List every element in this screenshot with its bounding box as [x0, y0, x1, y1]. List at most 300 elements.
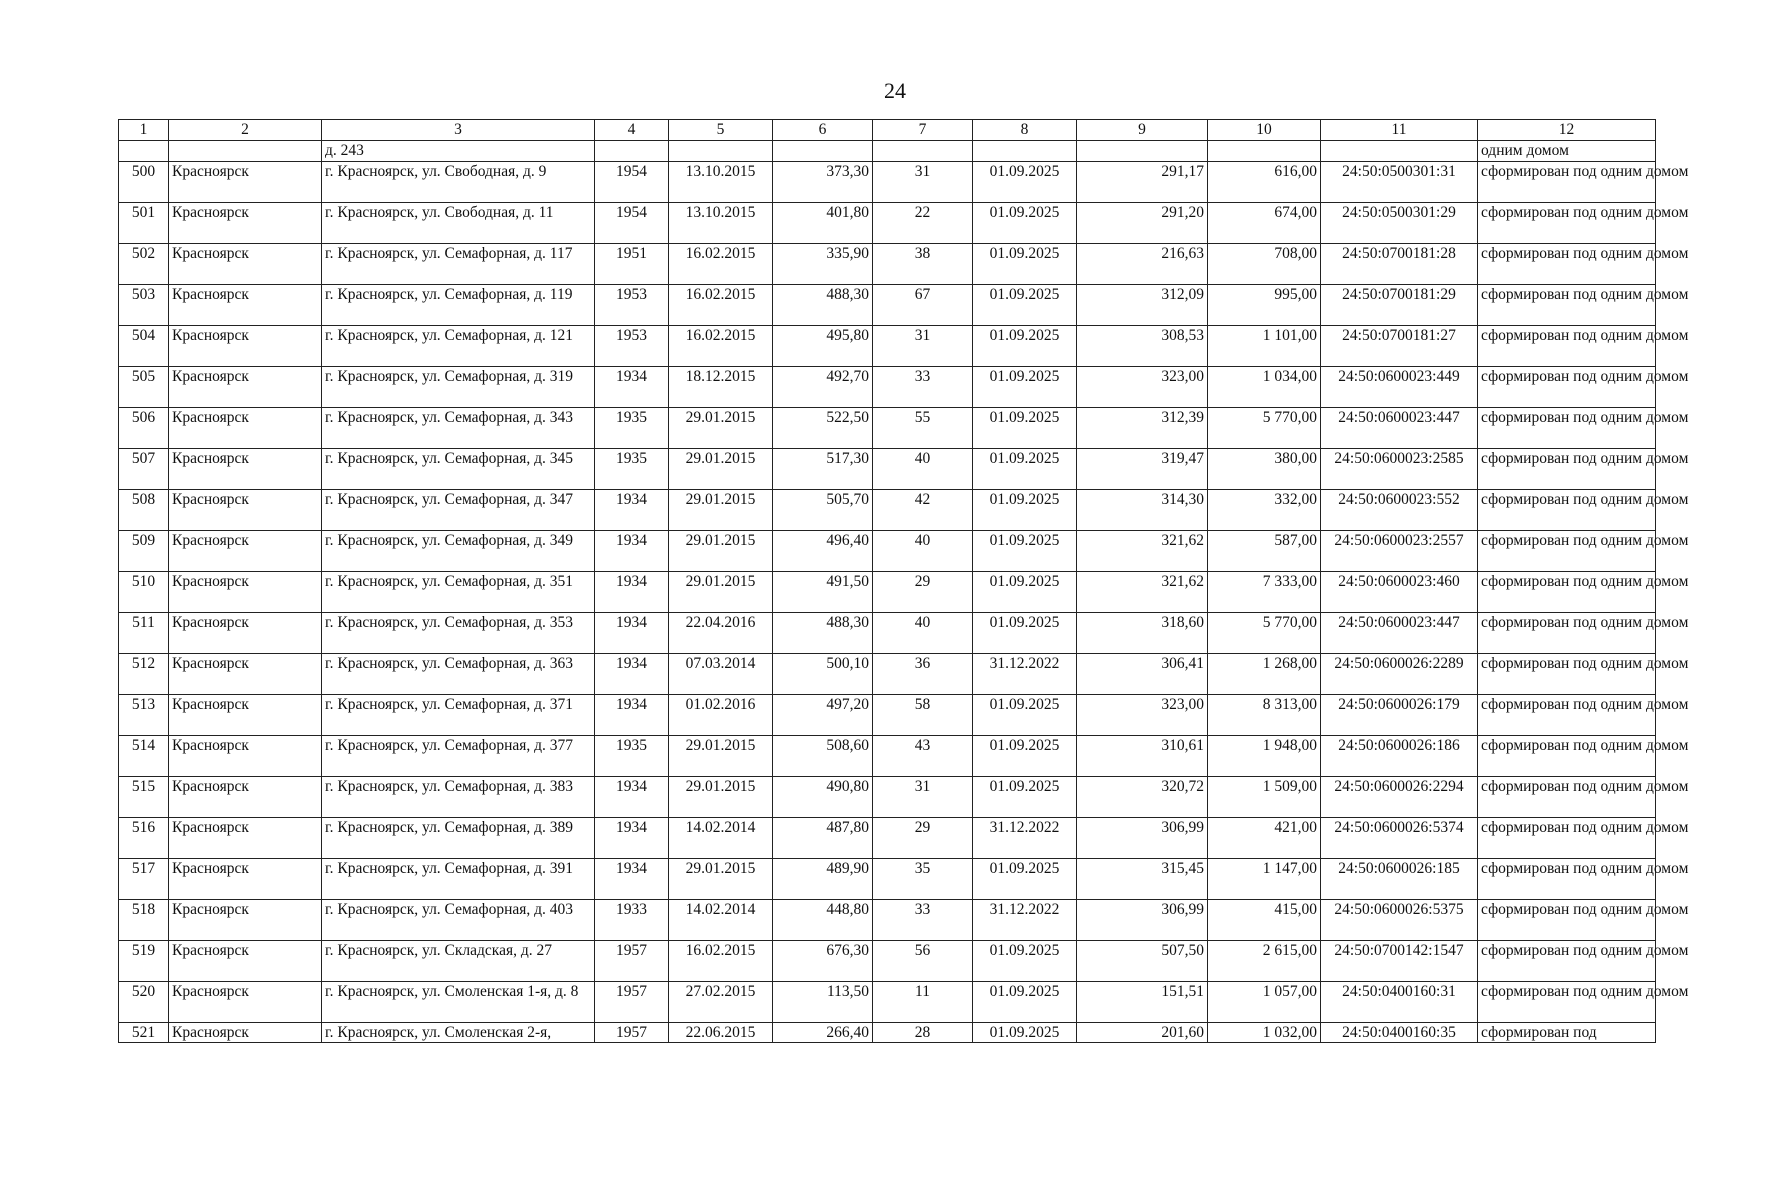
table-row	[119, 1023, 1656, 1043]
area-cell: 497,20	[773, 695, 873, 736]
status-cell: сформирован под одним домом	[1478, 941, 1656, 982]
value-cell: 507,50	[1077, 941, 1208, 982]
table-row	[119, 203, 1656, 244]
date-cell: 01.09.2025	[973, 695, 1077, 736]
continuation-row	[119, 141, 1656, 162]
address-cell: г. Красноярск, ул. Семафорная, д. 391	[322, 859, 595, 900]
area-cell: 487,80	[773, 818, 873, 859]
area-cell: 517,30	[773, 449, 873, 490]
date-cell: 01.09.2025	[973, 449, 1077, 490]
row-number-cell: 515	[119, 777, 169, 818]
value-cell: 291,20	[1077, 203, 1208, 244]
date-cell: 31.12.2022	[973, 818, 1077, 859]
year-cell: 1934	[595, 531, 669, 572]
year-cell: 1954	[595, 162, 669, 203]
date-cell: 31.12.2022	[973, 900, 1077, 941]
city-cell: Красноярск	[169, 777, 322, 818]
column-header: 12	[1478, 120, 1656, 141]
date-cell: 01.09.2025	[973, 490, 1077, 531]
date-cell: 01.02.2016	[669, 695, 773, 736]
city-cell: Красноярск	[169, 203, 322, 244]
address-cell: г. Красноярск, ул. Семафорная, д. 389	[322, 818, 595, 859]
count-cell: 58	[873, 695, 973, 736]
table-row	[119, 900, 1656, 941]
count-cell: 31	[873, 777, 973, 818]
area-cell: 496,40	[773, 531, 873, 572]
value-cell: 320,72	[1077, 777, 1208, 818]
value-cell: 319,47	[1077, 449, 1208, 490]
count-cell: 55	[873, 408, 973, 449]
area-cell: 488,30	[773, 285, 873, 326]
value-cell: 306,99	[1077, 818, 1208, 859]
city-cell: Красноярск	[169, 326, 322, 367]
city-cell: Красноярск	[169, 1023, 322, 1043]
date-cell: 29.01.2015	[669, 408, 773, 449]
count-cell: 40	[873, 613, 973, 654]
value-cell: 1 948,00	[1208, 736, 1321, 777]
cadastral-number-cell: 24:50:0600023:460	[1321, 572, 1478, 613]
area-cell: 491,50	[773, 572, 873, 613]
year-cell: 1934	[595, 777, 669, 818]
area-cell: 508,60	[773, 736, 873, 777]
address-cell: г. Красноярск, ул. Семафорная, д. 353	[322, 613, 595, 654]
value-cell: 291,17	[1077, 162, 1208, 203]
year-cell: 1934	[595, 367, 669, 408]
row-number-cell: 513	[119, 695, 169, 736]
value-cell: 312,09	[1077, 285, 1208, 326]
count-cell: 43	[873, 736, 973, 777]
value-cell: 310,61	[1077, 736, 1208, 777]
count-cell: 67	[873, 285, 973, 326]
status-cell: сформирован под одним домом	[1478, 203, 1656, 244]
value-cell: 308,53	[1077, 326, 1208, 367]
status-cell: сформирован под одним домом	[1478, 859, 1656, 900]
status-cell: сформирован под одним домом	[1478, 613, 1656, 654]
year-cell: 1953	[595, 326, 669, 367]
year-cell: 1934	[595, 654, 669, 695]
cadastral-number-cell: 24:50:0400160:35	[1321, 1023, 1478, 1043]
city-cell: Красноярск	[169, 244, 322, 285]
city-cell: Красноярск	[169, 613, 322, 654]
value-cell: 380,00	[1208, 449, 1321, 490]
status-cell: сформирован под одним домом	[1478, 162, 1656, 203]
address-cell: г. Красноярск, ул. Семафорная, д. 117	[322, 244, 595, 285]
date-cell: 22.06.2015	[669, 1023, 773, 1043]
city-cell: Красноярск	[169, 408, 322, 449]
count-cell: 28	[873, 1023, 973, 1043]
cadastral-number-cell: 24:50:0500301:31	[1321, 162, 1478, 203]
cadastral-number-cell: 24:50:0600026:5374	[1321, 818, 1478, 859]
row-number-cell: 517	[119, 859, 169, 900]
table-row	[119, 326, 1656, 367]
row-number-cell: 519	[119, 941, 169, 982]
status-cell: сформирован под одним домом	[1478, 326, 1656, 367]
cadastral-number-cell: 24:50:0700181:29	[1321, 285, 1478, 326]
city-cell: Красноярск	[169, 531, 322, 572]
table-row	[119, 695, 1656, 736]
table-row	[119, 367, 1656, 408]
address-cell: г. Красноярск, ул. Свободная, д. 9	[322, 162, 595, 203]
count-cell: 40	[873, 449, 973, 490]
value-cell: 674,00	[1208, 203, 1321, 244]
table-row	[119, 244, 1656, 285]
area-cell: 490,80	[773, 777, 873, 818]
date-cell: 01.09.2025	[973, 613, 1077, 654]
value-cell: 312,39	[1077, 408, 1208, 449]
count-cell: 31	[873, 162, 973, 203]
year-cell: 1957	[595, 941, 669, 982]
cadastral-number-cell: 24:50:0600023:447	[1321, 408, 1478, 449]
row-number-cell: 511	[119, 613, 169, 654]
address-cell: г. Красноярск, ул. Семафорная, д. 377	[322, 736, 595, 777]
cadastral-number-cell: 24:50:0600023:447	[1321, 613, 1478, 654]
column-header: 8	[973, 120, 1077, 141]
table-row	[119, 408, 1656, 449]
address-cell: г. Красноярск, ул. Смоленская 2-я,	[322, 1023, 595, 1043]
year-cell: 1957	[595, 982, 669, 1023]
address-cell: г. Красноярск, ул. Семафорная, д. 119	[322, 285, 595, 326]
row-number-cell: 512	[119, 654, 169, 695]
date-cell: 29.01.2015	[669, 859, 773, 900]
cadastral-number-cell: 24:50:0600026:186	[1321, 736, 1478, 777]
area-cell: 500,10	[773, 654, 873, 695]
address-cell: г. Красноярск, ул. Свободная, д. 11	[322, 203, 595, 244]
year-cell: 1934	[595, 490, 669, 531]
city-cell: Красноярск	[169, 736, 322, 777]
cadastral-number-cell: 24:50:0600023:2557	[1321, 531, 1478, 572]
year-cell: 1934	[595, 572, 669, 613]
address-cell: г. Красноярск, ул. Семафорная, д. 403	[322, 900, 595, 941]
date-cell: 29.01.2015	[669, 777, 773, 818]
date-cell: 13.10.2015	[669, 203, 773, 244]
column-header: 1	[119, 120, 169, 141]
table-row	[119, 982, 1656, 1023]
cadastral-number-cell: 24:50:0600023:449	[1321, 367, 1478, 408]
cadastral-number-cell: 24:50:0600026:179	[1321, 695, 1478, 736]
count-cell: 36	[873, 654, 973, 695]
date-cell: 16.02.2015	[669, 326, 773, 367]
date-cell: 07.03.2014	[669, 654, 773, 695]
year-cell: 1935	[595, 449, 669, 490]
cadastral-number-cell: 24:50:0600026:2294	[1321, 777, 1478, 818]
status-cell: сформирован под одним домом	[1478, 777, 1656, 818]
status-cell: сформирован под одним домом	[1478, 449, 1656, 490]
area-cell: 676,30	[773, 941, 873, 982]
city-cell: Красноярск	[169, 982, 322, 1023]
date-cell: 27.02.2015	[669, 982, 773, 1023]
column-header: 5	[669, 120, 773, 141]
table-row	[119, 736, 1656, 777]
buildings-table	[118, 119, 1689, 1043]
value-cell: 318,60	[1077, 613, 1208, 654]
area-cell: 495,80	[773, 326, 873, 367]
date-cell: 16.02.2015	[669, 941, 773, 982]
table-row	[119, 613, 1656, 654]
row-number-cell: 509	[119, 531, 169, 572]
value-cell: 314,30	[1077, 490, 1208, 531]
address-cell: г. Красноярск, ул. Семафорная, д. 383	[322, 777, 595, 818]
value-cell: 323,00	[1077, 695, 1208, 736]
status-cell: сформирован под одним домом	[1478, 982, 1656, 1023]
year-cell: 1934	[595, 613, 669, 654]
date-cell: 31.12.2022	[973, 654, 1077, 695]
address-cell: г. Красноярск, ул. Семафорная, д. 351	[322, 572, 595, 613]
value-cell: 306,99	[1077, 900, 1208, 941]
value-cell: 1 057,00	[1208, 982, 1321, 1023]
row-number-cell: 521	[119, 1023, 169, 1043]
column-header: 2	[169, 120, 322, 141]
value-cell: 587,00	[1208, 531, 1321, 572]
date-cell: 14.02.2014	[669, 900, 773, 941]
count-cell: 11	[873, 982, 973, 1023]
date-cell: 01.09.2025	[973, 1023, 1077, 1043]
date-cell: 01.09.2025	[973, 572, 1077, 613]
table-row	[119, 490, 1656, 531]
value-cell: 8 313,00	[1208, 695, 1321, 736]
row-number-cell: 503	[119, 285, 169, 326]
date-cell: 22.04.2016	[669, 613, 773, 654]
date-cell: 01.09.2025	[973, 326, 1077, 367]
row-number-cell: 504	[119, 326, 169, 367]
status-cell: сформирован под одним домом	[1478, 244, 1656, 285]
date-cell: 01.09.2025	[973, 531, 1077, 572]
status-cell: одним домом	[1478, 141, 1656, 162]
cadastral-number-cell: 24:50:0600023:2585	[1321, 449, 1478, 490]
row-number-cell: 520	[119, 982, 169, 1023]
table-row	[119, 941, 1656, 982]
page-number: 24	[884, 78, 906, 103]
count-cell: 42	[873, 490, 973, 531]
column-number-row	[119, 120, 1656, 141]
value-cell: 1 147,00	[1208, 859, 1321, 900]
date-cell: 01.09.2025	[973, 367, 1077, 408]
cadastral-number-cell: 24:50:0700142:1547	[1321, 941, 1478, 982]
table-row	[119, 285, 1656, 326]
area-cell: 266,40	[773, 1023, 873, 1043]
address-cell: г. Красноярск, ул. Семафорная, д. 349	[322, 531, 595, 572]
value-cell: 323,00	[1077, 367, 1208, 408]
address-cell: г. Красноярск, ул. Семафорная, д. 121	[322, 326, 595, 367]
date-cell: 01.09.2025	[973, 736, 1077, 777]
row-number-cell: 518	[119, 900, 169, 941]
cadastral-number-cell: 24:50:0600026:185	[1321, 859, 1478, 900]
date-cell: 18.12.2015	[669, 367, 773, 408]
table-row	[119, 859, 1656, 900]
row-number-cell: 516	[119, 818, 169, 859]
value-cell: 2 615,00	[1208, 941, 1321, 982]
year-cell: 1934	[595, 695, 669, 736]
date-cell: 01.09.2025	[973, 777, 1077, 818]
city-cell: Красноярск	[169, 859, 322, 900]
count-cell: 56	[873, 941, 973, 982]
year-cell: 1935	[595, 408, 669, 449]
year-cell: 1953	[595, 285, 669, 326]
table-row	[119, 162, 1656, 203]
date-cell: 01.09.2025	[973, 203, 1077, 244]
date-cell: 01.09.2025	[973, 162, 1077, 203]
row-number-cell: 514	[119, 736, 169, 777]
row-number-cell: 501	[119, 203, 169, 244]
table-row	[119, 531, 1656, 572]
date-cell: 01.09.2025	[973, 285, 1077, 326]
count-cell: 40	[873, 531, 973, 572]
status-cell: сформирован под одним домом	[1478, 818, 1656, 859]
date-cell: 29.01.2015	[669, 449, 773, 490]
address-cell: г. Красноярск, ул. Семафорная, д. 371	[322, 695, 595, 736]
year-cell: 1951	[595, 244, 669, 285]
row-number-cell: 500	[119, 162, 169, 203]
city-cell: Красноярск	[169, 941, 322, 982]
value-cell: 616,00	[1208, 162, 1321, 203]
date-cell: 01.09.2025	[973, 941, 1077, 982]
table-row	[119, 572, 1656, 613]
area-cell: 448,80	[773, 900, 873, 941]
date-cell: 01.09.2025	[973, 244, 1077, 285]
value-cell: 321,62	[1077, 531, 1208, 572]
year-cell: 1933	[595, 900, 669, 941]
value-cell: 7 333,00	[1208, 572, 1321, 613]
date-cell: 29.01.2015	[669, 531, 773, 572]
city-cell: Красноярск	[169, 654, 322, 695]
value-cell: 5 770,00	[1208, 613, 1321, 654]
cadastral-number-cell: 24:50:0600023:552	[1321, 490, 1478, 531]
address-cell: г. Красноярск, ул. Семафорная, д. 347	[322, 490, 595, 531]
row-number-cell: 508	[119, 490, 169, 531]
area-cell: 373,30	[773, 162, 873, 203]
date-cell: 29.01.2015	[669, 490, 773, 531]
cadastral-number-cell: 24:50:0500301:29	[1321, 203, 1478, 244]
status-cell: сформирован под одним домом	[1478, 490, 1656, 531]
date-cell: 14.02.2014	[669, 818, 773, 859]
year-cell: 1934	[595, 859, 669, 900]
column-header: 4	[595, 120, 669, 141]
cadastral-number-cell: 24:50:0600026:5375	[1321, 900, 1478, 941]
date-cell: 16.02.2015	[669, 285, 773, 326]
value-cell: 1 268,00	[1208, 654, 1321, 695]
area-cell: 401,80	[773, 203, 873, 244]
area-cell: 488,30	[773, 613, 873, 654]
area-cell: 489,90	[773, 859, 873, 900]
address-cell: г. Красноярск, ул. Складская, д. 27	[322, 941, 595, 982]
count-cell: 29	[873, 572, 973, 613]
column-header: 10	[1208, 120, 1321, 141]
value-cell: 321,62	[1077, 572, 1208, 613]
status-cell: сформирован под одним домом	[1478, 408, 1656, 449]
value-cell: 1 032,00	[1208, 1023, 1321, 1043]
value-cell: 151,51	[1077, 982, 1208, 1023]
value-cell: 315,45	[1077, 859, 1208, 900]
date-cell: 13.10.2015	[669, 162, 773, 203]
column-header: 9	[1077, 120, 1208, 141]
status-cell: сформирован под одним домом	[1478, 285, 1656, 326]
value-cell: 415,00	[1208, 900, 1321, 941]
count-cell: 38	[873, 244, 973, 285]
status-cell: сформирован под одним домом	[1478, 695, 1656, 736]
cadastral-number-cell: 24:50:0400160:31	[1321, 982, 1478, 1023]
row-number-cell: 506	[119, 408, 169, 449]
address-cell: г. Красноярск, ул. Смоленская 1-я, д. 8	[322, 982, 595, 1023]
cadastral-number-cell: 24:50:0600026:2289	[1321, 654, 1478, 695]
row-number-cell: 502	[119, 244, 169, 285]
table-row	[119, 654, 1656, 695]
city-cell: Красноярск	[169, 285, 322, 326]
address-cell: г. Красноярск, ул. Семафорная, д. 363	[322, 654, 595, 695]
city-cell: Красноярск	[169, 900, 322, 941]
cadastral-number-cell: 24:50:0700181:28	[1321, 244, 1478, 285]
status-cell: сформирован под одним домом	[1478, 367, 1656, 408]
status-cell: сформирован под одним домом	[1478, 654, 1656, 695]
date-cell: 01.09.2025	[973, 982, 1077, 1023]
table-row	[119, 818, 1656, 859]
value-cell: 201,60	[1077, 1023, 1208, 1043]
value-cell: 1 034,00	[1208, 367, 1321, 408]
status-cell: сформирован под одним домом	[1478, 572, 1656, 613]
table-row	[119, 777, 1656, 818]
status-cell: сформирован под одним домом	[1478, 900, 1656, 941]
date-cell: 29.01.2015	[669, 736, 773, 777]
count-cell: 31	[873, 326, 973, 367]
column-header: 6	[773, 120, 873, 141]
date-cell: 16.02.2015	[669, 244, 773, 285]
address-cell: д. 243	[322, 141, 595, 162]
area-cell: 522,50	[773, 408, 873, 449]
city-cell: Красноярск	[169, 490, 322, 531]
year-cell: 1954	[595, 203, 669, 244]
address-cell: г. Красноярск, ул. Семафорная, д. 319	[322, 367, 595, 408]
column-header: 3	[322, 120, 595, 141]
year-cell: 1957	[595, 1023, 669, 1043]
column-header: 11	[1321, 120, 1478, 141]
table-row	[119, 449, 1656, 490]
row-number-cell: 505	[119, 367, 169, 408]
value-cell: 1 101,00	[1208, 326, 1321, 367]
city-cell: Красноярск	[169, 162, 322, 203]
area-cell: 505,70	[773, 490, 873, 531]
address-cell: г. Красноярск, ул. Семафорная, д. 345	[322, 449, 595, 490]
value-cell: 421,00	[1208, 818, 1321, 859]
value-cell: 332,00	[1208, 490, 1321, 531]
cadastral-number-cell: 24:50:0700181:27	[1321, 326, 1478, 367]
year-cell: 1934	[595, 818, 669, 859]
city-cell: Красноярск	[169, 572, 322, 613]
area-cell: 492,70	[773, 367, 873, 408]
value-cell: 995,00	[1208, 285, 1321, 326]
count-cell: 33	[873, 900, 973, 941]
city-cell: Красноярск	[169, 695, 322, 736]
count-cell: 33	[873, 367, 973, 408]
value-cell: 708,00	[1208, 244, 1321, 285]
date-cell: 01.09.2025	[973, 859, 1077, 900]
city-cell: Красноярск	[169, 449, 322, 490]
city-cell: Красноярск	[169, 367, 322, 408]
address-cell: г. Красноярск, ул. Семафорная, д. 343	[322, 408, 595, 449]
area-cell: 113,50	[773, 982, 873, 1023]
status-cell: сформирован под одним домом	[1478, 531, 1656, 572]
value-cell: 1 509,00	[1208, 777, 1321, 818]
year-cell: 1935	[595, 736, 669, 777]
date-cell: 01.09.2025	[973, 408, 1077, 449]
status-cell: сформирован под	[1478, 1023, 1656, 1043]
count-cell: 35	[873, 859, 973, 900]
column-header: 7	[873, 120, 973, 141]
count-cell: 22	[873, 203, 973, 244]
status-cell: сформирован под одним домом	[1478, 736, 1656, 777]
row-number-cell: 507	[119, 449, 169, 490]
value-cell: 306,41	[1077, 654, 1208, 695]
date-cell: 29.01.2015	[669, 572, 773, 613]
area-cell: 335,90	[773, 244, 873, 285]
value-cell: 216,63	[1077, 244, 1208, 285]
